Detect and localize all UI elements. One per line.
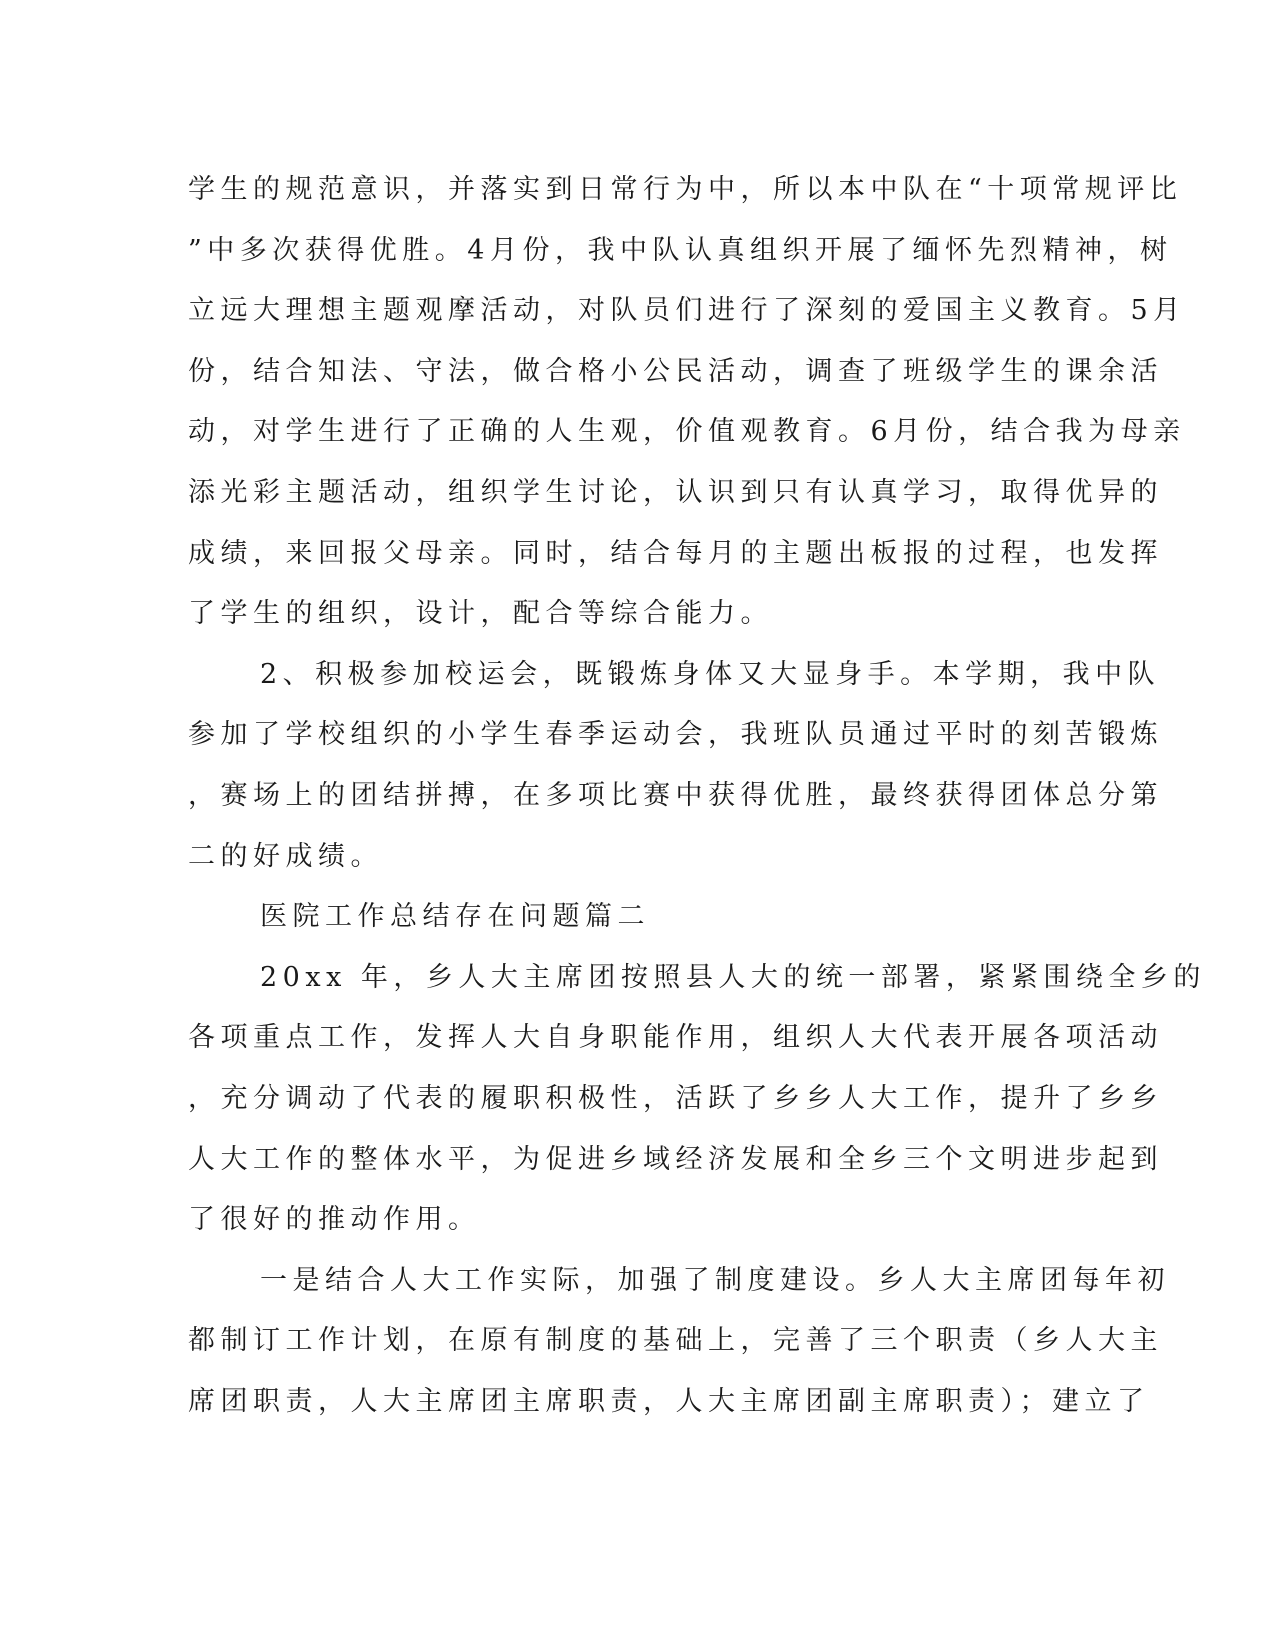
section-heading: 医院工作总结存在问题篇二 [260, 901, 650, 933]
paragraph-start-line: 20xx 年，乡人大主席团按照县人大的统一部署，紧紧围绕全乡的 [260, 961, 1206, 993]
paragraph-start-line: 2、积极参加校运会，既锻炼身体又大显身手。本学期，我中队 [260, 658, 1161, 690]
document-body [188, 160, 1206, 1432]
paragraph-start-line: 一是结合人大工作实际，加强了制度建设。乡人大主席团每年初 [260, 1264, 1170, 1296]
text-line: 份，结合知法、守法，做合格小公民活动，调查了班级学生的课余活 [188, 355, 1163, 387]
text-line: 添光彩主题活动，组织学生讨论，认识到只有认真学习，取得优异的 [188, 476, 1163, 508]
text-line: ，充分调动了代表的履职积极性，活跃了乡乡人大工作，提升了乡乡 [188, 1082, 1163, 1114]
text-line: 学生的规范意识，并落实到日常行为中，所以本中队在“十项常规评比 [188, 174, 1183, 205]
text-line: 都制订工作计划，在原有制度的基础上，完善了三个职责（乡人大主 [188, 1325, 1163, 1357]
text-line: 了很好的推动作用。 [188, 1204, 481, 1236]
text-line: 人大工作的整体水平，为促进乡域经济发展和全乡三个文明进步起到 [188, 1143, 1163, 1175]
text-line: ”中多次获得优胜。4月份，我中队认真组织开展了缅怀先烈精神，树 [188, 234, 1173, 266]
text-line: 立远大理想主题观摩活动，对队员们进行了深刻的爱国主义教育。5月 [188, 295, 1186, 327]
text-line: 参加了学校组织的小学生春季运动会，我班队员通过平时的刻苦锻炼 [188, 719, 1163, 751]
text-line: 二的好成绩。 [188, 840, 383, 872]
text-line: 席团职责，人大主席团主席职责，人大主席团副主席职责）；建立了 [188, 1385, 1150, 1417]
text-line: 了学生的组织，设计，配合等综合能力。 [188, 598, 773, 630]
text-line: 动，对学生进行了正确的人生观，价值观教育。6月份，结合我为母亲 [188, 416, 1186, 448]
text-line: ，赛场上的团结拼搏，在多项比赛中获得优胜，最终获得团体总分第 [188, 779, 1163, 811]
text-line: 各项重点工作，发挥人大自身职能作用，组织人大代表开展各项活动 [188, 1022, 1163, 1054]
text-line: 成绩，来回报父母亲。同时，结合每月的主题出板报的过程，也发挥 [188, 537, 1163, 569]
